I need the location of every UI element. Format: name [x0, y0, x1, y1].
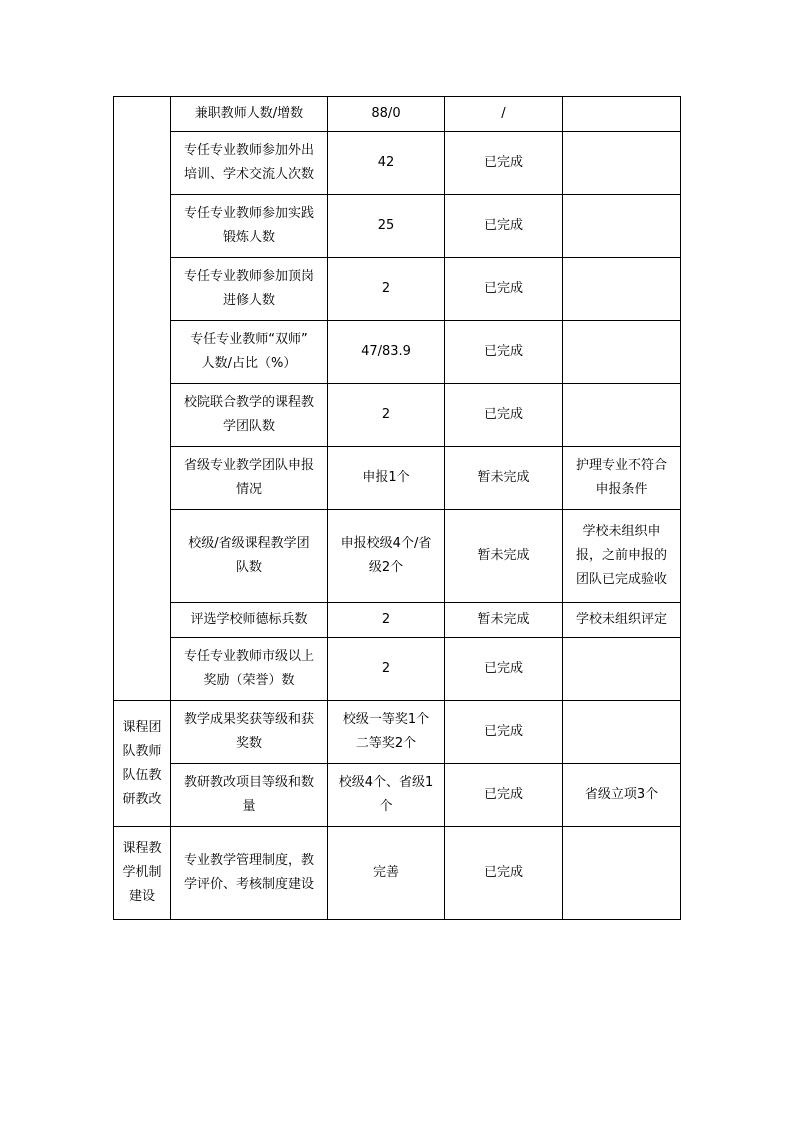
- value-cell: 2: [328, 384, 445, 447]
- item-cell: 校院联合教学的课程教 学团队数: [171, 384, 328, 447]
- note-cell: [563, 132, 681, 195]
- table-row: [114, 321, 681, 384]
- value-cell: 2: [328, 603, 445, 638]
- value-cell: 42: [328, 132, 445, 195]
- value-cell: 25: [328, 195, 445, 258]
- status-cell: 暂未完成: [445, 603, 563, 638]
- item-cell: 教学成果奖获等级和获 奖数: [171, 701, 328, 764]
- note-cell: [563, 827, 681, 920]
- table-row: [114, 132, 681, 195]
- table-row: [114, 827, 681, 920]
- note-cell: [563, 258, 681, 321]
- note-cell: 学校未组织评定: [563, 603, 681, 638]
- assessment-table: [113, 96, 681, 920]
- value-cell: 2: [328, 638, 445, 701]
- item-cell: 专任专业教师参加实践 锻炼人数: [171, 195, 328, 258]
- item-cell: 专任专业教师参加顶岗 进修人数: [171, 258, 328, 321]
- table-row: [114, 447, 681, 510]
- value-cell: 完善: [328, 827, 445, 920]
- table-row: [114, 764, 681, 827]
- item-cell: 专任专业教师参加外出 培训、学术交流人次数: [171, 132, 328, 195]
- note-cell: [563, 638, 681, 701]
- item-cell: 教研教改项目等级和数 量: [171, 764, 328, 827]
- status-cell: 已完成: [445, 827, 563, 920]
- note-cell: 学校未组织申 报，之前申报的 团队已完成验收: [563, 510, 681, 603]
- status-cell: 暂未完成: [445, 447, 563, 510]
- item-cell: 兼职教师人数/增数: [171, 97, 328, 132]
- status-cell: 已完成: [445, 132, 563, 195]
- table-row: [114, 510, 681, 603]
- note-cell: 省级立项3个: [563, 764, 681, 827]
- status-cell: 已完成: [445, 638, 563, 701]
- note-cell: [563, 384, 681, 447]
- table-row: [114, 638, 681, 701]
- category-cell: [114, 97, 171, 701]
- table-row: [114, 97, 681, 132]
- category-cell: 课程团 队教师 队伍教 研教改: [114, 701, 171, 827]
- note-cell: [563, 97, 681, 132]
- item-cell: 专任专业教师“双师” 人数/占比（%）: [171, 321, 328, 384]
- item-cell: 省级专业教学团队申报 情况: [171, 447, 328, 510]
- value-cell: 申报1个: [328, 447, 445, 510]
- value-cell: 申报校级4个/省 级2个: [328, 510, 445, 603]
- table-row: [114, 384, 681, 447]
- value-cell: 校级4个、省级1个: [328, 764, 445, 827]
- value-cell: 校级一等奖1个 二等奖2个: [328, 701, 445, 764]
- table-row: [114, 701, 681, 764]
- note-cell: 护理专业不符合 申报条件: [563, 447, 681, 510]
- value-cell: 88/0: [328, 97, 445, 132]
- table-row: [114, 603, 681, 638]
- item-cell: 专任专业教师市级以上 奖励（荣誉）数: [171, 638, 328, 701]
- status-cell: 已完成: [445, 258, 563, 321]
- value-cell: 47/83.9: [328, 321, 445, 384]
- table-row: [114, 258, 681, 321]
- note-cell: [563, 701, 681, 764]
- category-cell: 课程教 学机制 建设: [114, 827, 171, 920]
- item-cell: 评选学校师德标兵数: [171, 603, 328, 638]
- status-cell: /: [445, 97, 563, 132]
- status-cell: 已完成: [445, 764, 563, 827]
- status-cell: 暂未完成: [445, 510, 563, 603]
- status-cell: 已完成: [445, 195, 563, 258]
- value-cell: 2: [328, 258, 445, 321]
- status-cell: 已完成: [445, 321, 563, 384]
- status-cell: 已完成: [445, 701, 563, 764]
- item-cell: 校级/省级课程教学团 队数: [171, 510, 328, 603]
- note-cell: [563, 195, 681, 258]
- item-cell: 专业教学管理制度，教 学评价、考核制度建设: [171, 827, 328, 920]
- note-cell: [563, 321, 681, 384]
- status-cell: 已完成: [445, 384, 563, 447]
- table-row: [114, 195, 681, 258]
